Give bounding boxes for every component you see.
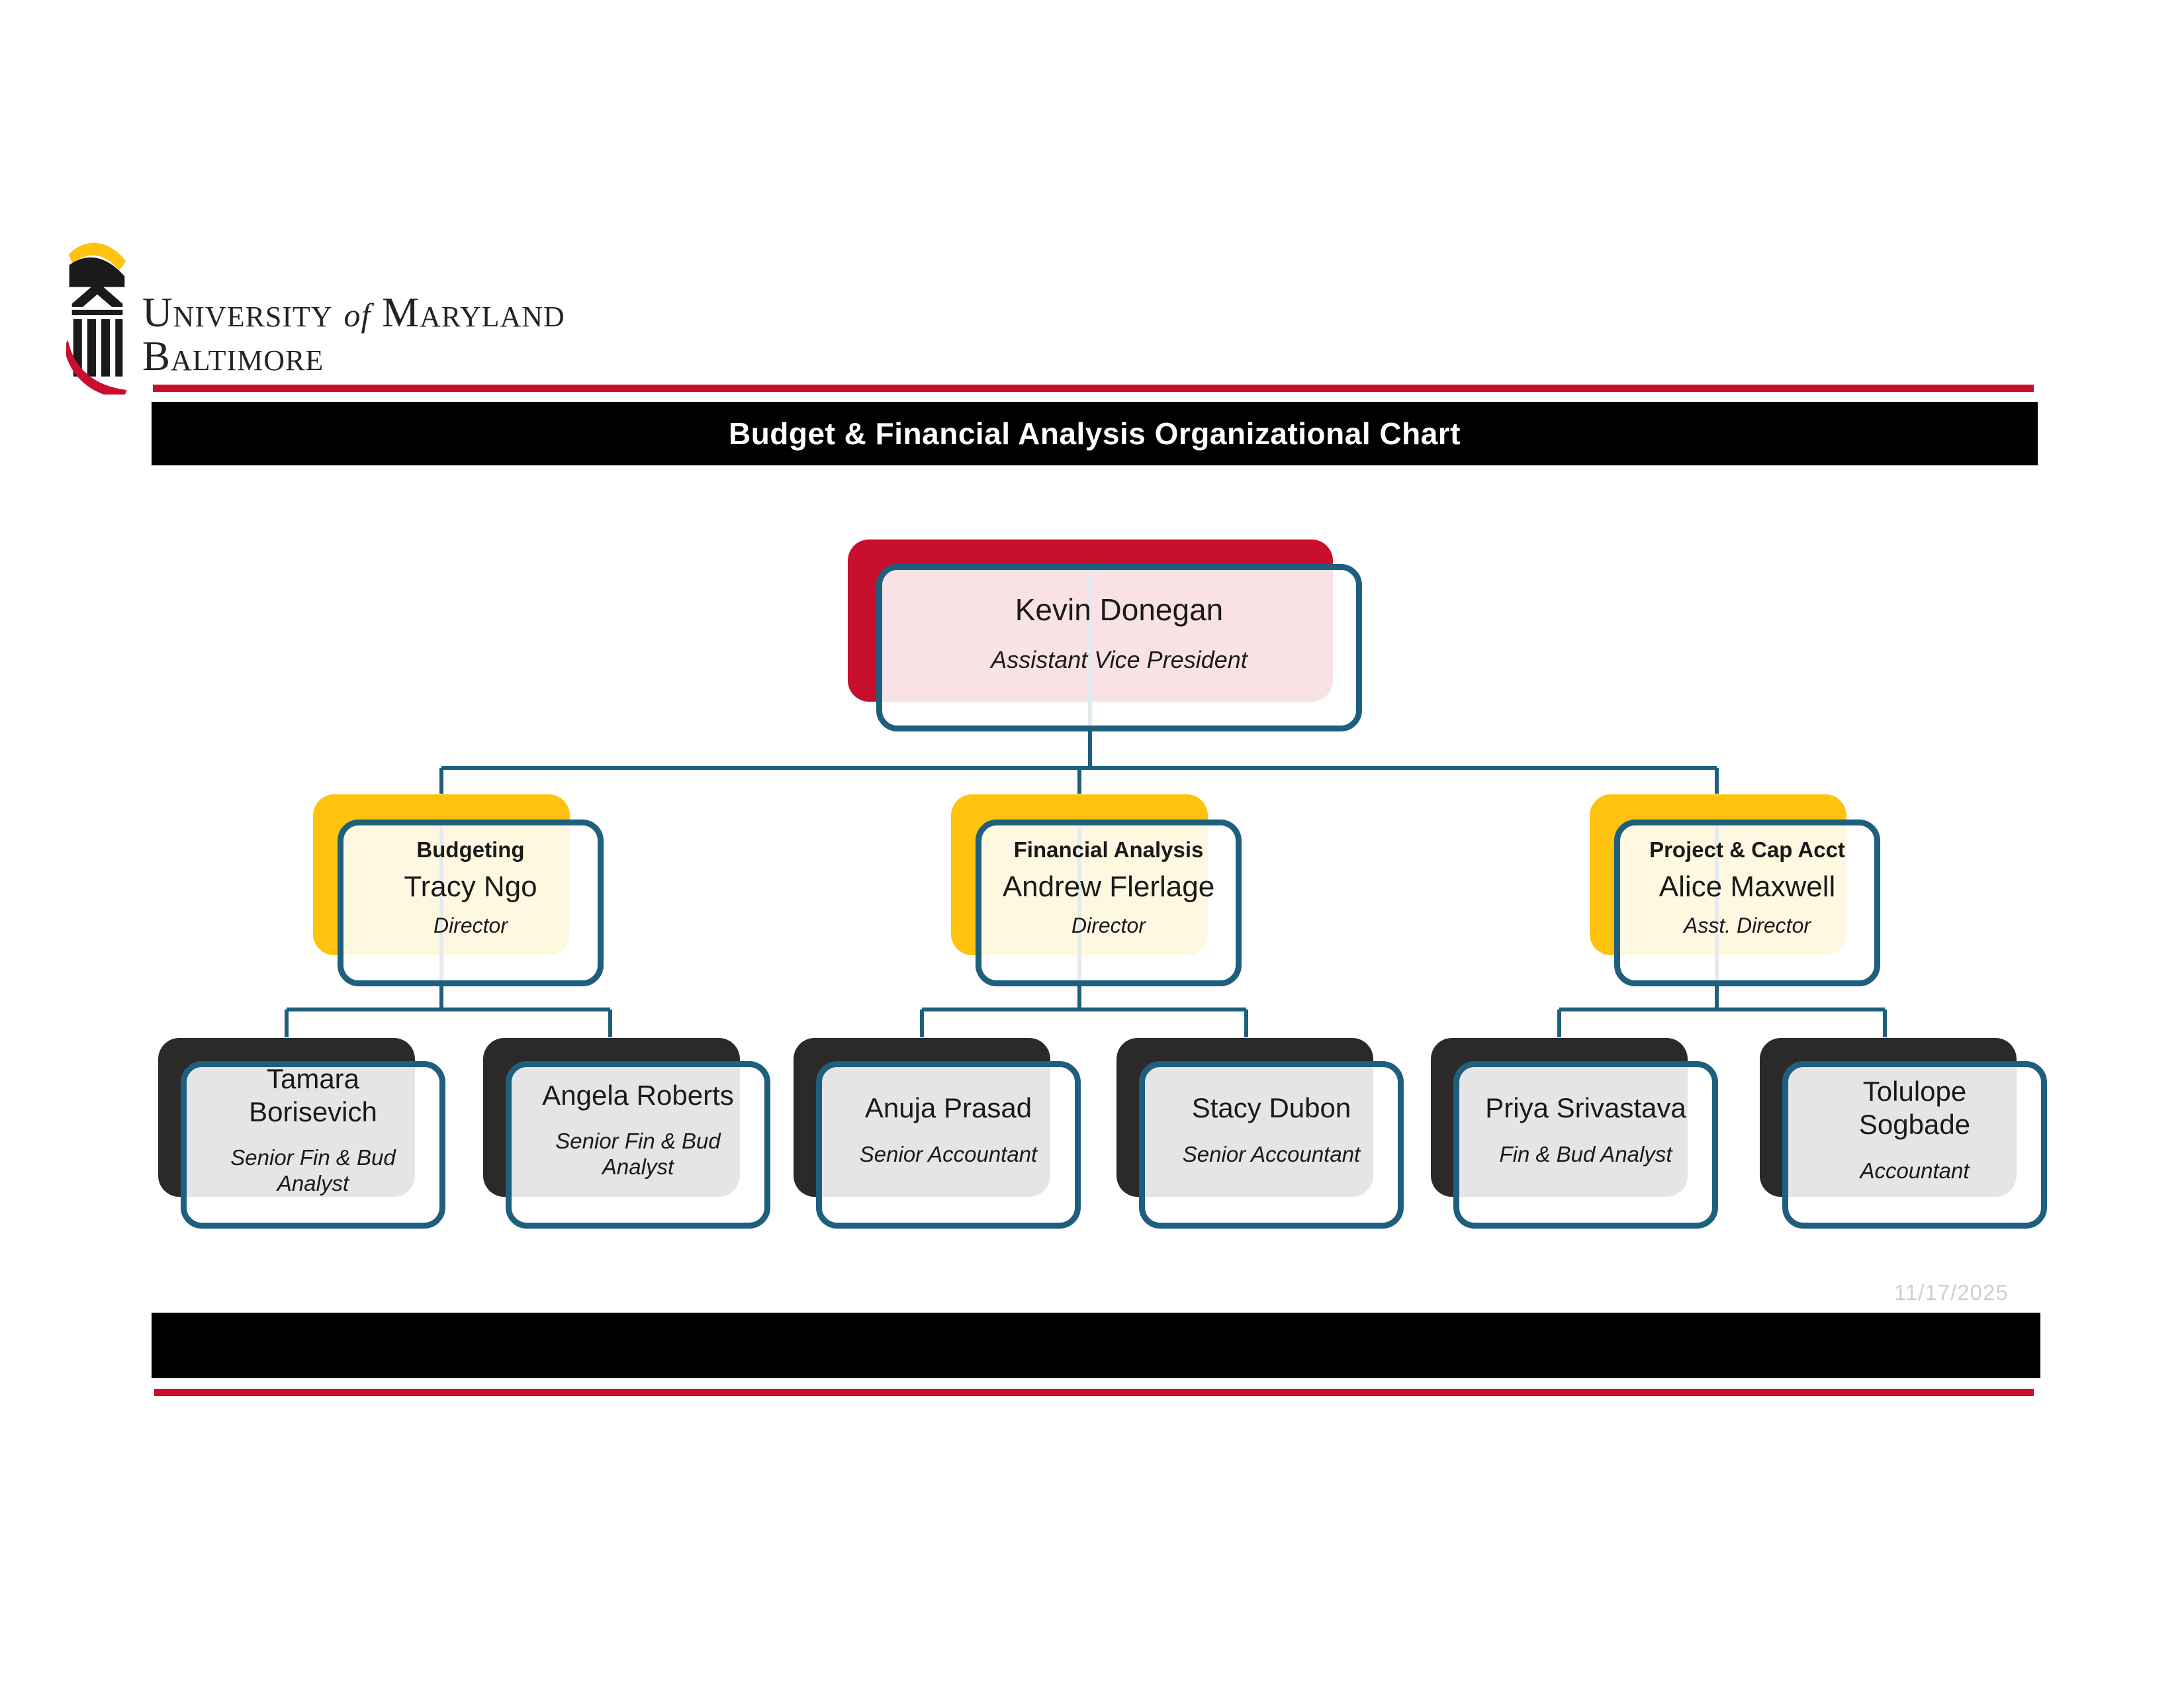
wordmark-line2: Baltimore: [142, 333, 324, 379]
person-name: Alice Maxwell: [1659, 870, 1836, 903]
person-role: Accountant: [1860, 1158, 1970, 1183]
person-name: Tamara Borisevich: [249, 1063, 377, 1127]
org-card-root: [876, 564, 1362, 731]
org-card-staff-5: [1453, 1061, 1718, 1229]
org-card-staff-3: [816, 1061, 1081, 1229]
person-name: Kevin Donegan: [1015, 592, 1224, 628]
person-role: Senior Fin & Bud Analyst: [230, 1145, 396, 1196]
person-name: Andrew Flerlage: [1002, 870, 1215, 903]
dept-label: Project & Cap Acct: [1649, 837, 1845, 863]
person-name: Tolulope Sogbade: [1858, 1076, 1971, 1141]
dept-label: Financial Analysis: [1013, 837, 1204, 863]
org-card-staff-6: [1782, 1061, 2047, 1229]
person-name: Angela Roberts: [542, 1079, 734, 1111]
org-card-staff-1: [181, 1061, 445, 1229]
org-card-budgeting: [338, 820, 604, 986]
person-name: Stacy Dubon: [1191, 1092, 1351, 1124]
person-role: Director: [433, 913, 508, 937]
person-name: Tracy Ngo: [404, 870, 537, 903]
person-role: Senior Fin & Bud Analyst: [555, 1129, 721, 1180]
person-role: Asst. Director: [1683, 913, 1811, 937]
person-role: Assistant Vice President: [991, 646, 1248, 674]
person-role: Director: [1071, 913, 1146, 937]
org-card-financial-analysis: [976, 820, 1242, 986]
page-title: Budget & Financial Analysis Organizational Chart: [728, 416, 1461, 451]
person-role: Senior Accountant: [859, 1141, 1038, 1166]
person-name: Anuja Prasad: [864, 1092, 1032, 1124]
wordmark-line1: University of Maryland: [142, 289, 565, 336]
date-stamp: 11/17/2025: [1894, 1280, 2009, 1305]
org-card-project-cap-acct: [1614, 820, 1880, 986]
person-role: Senior Accountant: [1182, 1141, 1361, 1166]
dept-label: Budgeting: [416, 837, 525, 863]
org-card-staff-2: [506, 1061, 770, 1229]
person-name: Priya Srivastava: [1485, 1092, 1686, 1124]
org-card-staff-4: [1139, 1061, 1404, 1229]
person-role: Fin & Bud Analyst: [1499, 1141, 1672, 1166]
